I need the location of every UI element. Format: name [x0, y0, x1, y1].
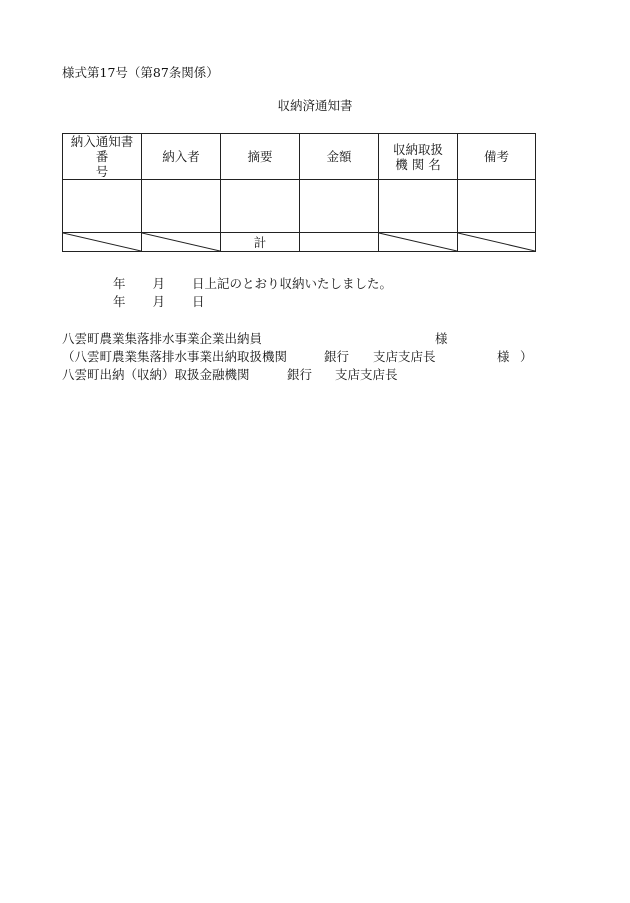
header-remarks: 備考 [458, 134, 536, 180]
header-payer: 納入者 [142, 134, 221, 180]
total-label: 計 [221, 233, 300, 252]
cell-diagonal-2 [142, 233, 221, 252]
addressee-1 [62, 333, 457, 346]
form-number: 様式第17号（第87条関係） [62, 65, 219, 80]
cell-receiving-agency [379, 180, 458, 233]
addressee-2-open: （八雲町農業集落排水事業出納取扱機関 [62, 349, 288, 364]
addressee-2-close: ） [520, 349, 533, 364]
header-summary: 摘要 [221, 134, 300, 180]
addressee-1-honorific: 様 [435, 331, 448, 346]
receipt-date-line [113, 278, 392, 291]
cell-diagonal-1 [63, 233, 142, 252]
header-agency-line2: 機 関 名 [395, 156, 441, 172]
table-header-row [63, 134, 536, 180]
cell-summary [221, 180, 300, 233]
addressee-3-branch: 支店支店長 [335, 367, 398, 382]
header-notice-number-go: 号 [95, 164, 109, 179]
header-notice-number [63, 134, 142, 180]
cell-amount [300, 180, 379, 233]
addressee-3 [62, 369, 402, 382]
cell-diagonal-3 [379, 233, 458, 252]
addressee-2 [62, 351, 532, 364]
header-notice-number-line1: 納入通知書 [70, 134, 134, 149]
month-label: 月 [152, 276, 166, 291]
cell-diagonal-4 [458, 233, 536, 252]
addressee-3-name: 八雲町出納（収納）取扱金融機関 [62, 367, 250, 382]
year-label-2: 年 [113, 294, 126, 309]
addressee-2-honorific: 様 [497, 349, 510, 364]
cell-payer [142, 180, 221, 233]
header-amount: 金額 [300, 134, 379, 180]
cell-notice-number [63, 180, 142, 233]
date-line-2 [113, 296, 205, 309]
table-entry-row [63, 180, 536, 233]
receipt-table [62, 133, 536, 252]
addressee-3-bank: 銀行 [287, 367, 313, 382]
cell-remarks [458, 180, 536, 233]
header-notice-number-line2 [63, 149, 141, 179]
document-title: 収納済通知書 [277, 98, 353, 113]
addressee-2-branch: 支店支店長 [373, 349, 436, 364]
cell-total-amount [300, 233, 379, 252]
addressee-2-bank: 銀行 [324, 349, 350, 364]
receipt-statement: 日上記のとおり収納いたしました。 [192, 276, 393, 291]
day-label-2: 日 [192, 294, 205, 309]
addressee-1-name: 八雲町農業集落排水事業企業出納員 [62, 331, 263, 346]
month-label-2: 月 [152, 294, 166, 309]
year-label: 年 [113, 276, 126, 291]
header-receiving-agency [379, 134, 458, 180]
table-total-row [63, 233, 536, 252]
header-agency-line1: 収納取扱 [392, 141, 443, 157]
header-notice-number-ban: 番 [95, 149, 109, 164]
